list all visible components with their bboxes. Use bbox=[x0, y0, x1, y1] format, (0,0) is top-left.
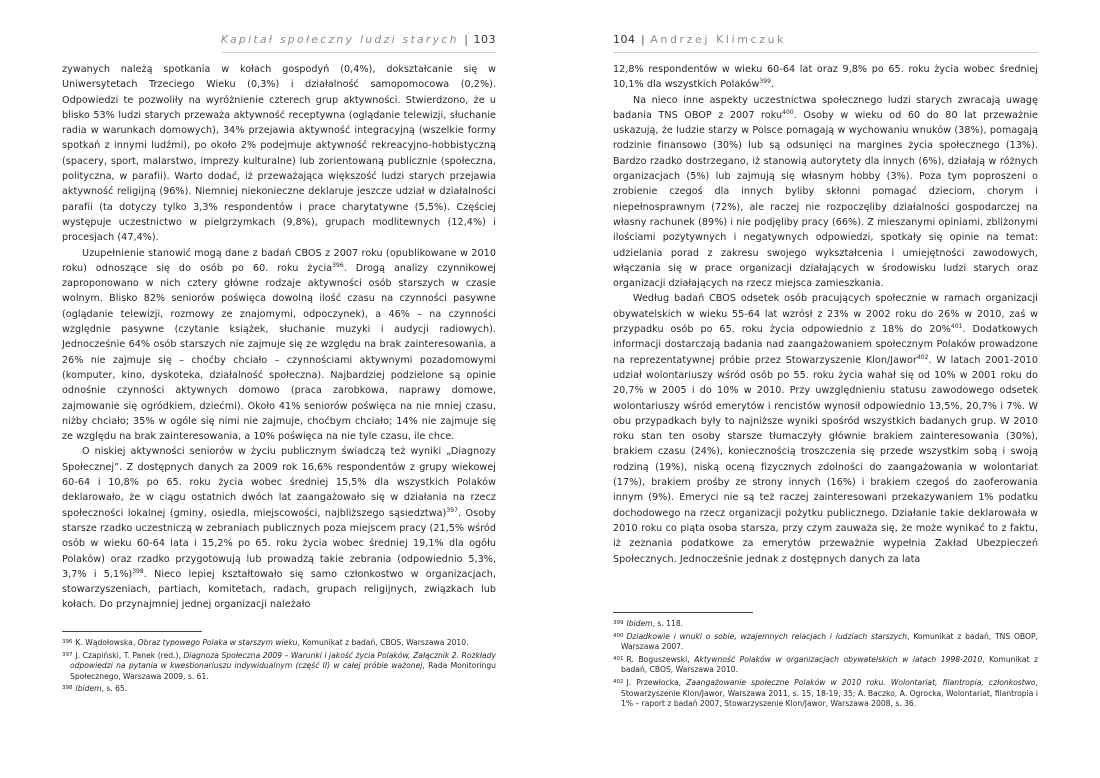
page-number: 104 bbox=[613, 33, 636, 46]
header-rule bbox=[222, 52, 496, 53]
running-title: Kapitał społeczny ludzi starych bbox=[220, 33, 459, 46]
footnote-ref[interactable]: 399 bbox=[759, 78, 771, 86]
footnote-ref[interactable]: 398 bbox=[132, 567, 144, 575]
footnote-ref[interactable]: 400 bbox=[782, 108, 794, 116]
left-page bbox=[62, 0, 496, 778]
paragraph: Na nieco inne aspekty uczestnictwa społecznego ludzi starych zwracają uwagę badania TNS OBOP z 2007 roku$^{400}$. Osoby w wieku od 60 do 80 lat przeważnie uskazują, że ludzie starzy w Polsce pomagają w wychowaniu wnuków (38%), pomagają rodzinie finansowo (30%) lub są odsunięci na margines życia społecznego (13%). Bardzo rzadko dostrzegano, iż stanowią autorytety dla innych (6%), działają w różnych organizacjach (5%) lub zajmują się własnym hobby (3%). Poza tym poproszeni o zrobienie czegoś dla innych byliby skłonni pomagać dzieciom, chorym i niepełnosprawnym (72%), ale raczej nie rozpoczęliby działalności gospodarczej na własny rachunek (89%) i nie podjęliby pracy (66%). Z mieszanymi opiniami, zbliżonymi ilościami pozytywnych i negatywnych odpowiedzi, spotkały się opinie na temat: udzielania porad z zakresu swojego wykształcenia i umiejętności zawodowych, włączania się w prace organizacji działających w środowisku ludzi starych oraz organizacji działających na rzecz miejsca zamieszkania. bbox=[613, 94, 1038, 290]
footnote-ref[interactable]: 397 bbox=[446, 506, 458, 514]
footnote-rule bbox=[613, 612, 753, 613]
header-rule bbox=[613, 52, 1038, 53]
running-header bbox=[613, 33, 1038, 47]
footnote-ref[interactable]: 402 bbox=[916, 353, 929, 361]
running-header bbox=[62, 33, 496, 47]
header-separator: | bbox=[464, 33, 468, 46]
body-text bbox=[62, 62, 496, 613]
running-author: Andrzej Klimczuk bbox=[650, 33, 787, 46]
footnote-rule bbox=[62, 631, 202, 632]
page-number: 103 bbox=[473, 33, 496, 46]
footnote: $^{397}$ J. Czapiński, T. Panek (red.), Diagnoza Społeczna 2009 – Warunki i jakość życia Polaków, Załącznik 2. Rozkłady odpowiedzi na pytania w kwestionariuszu indywidualnym (część II) w całej próbie ważonej, Rada Monitoringu Społecznego, Warszawa 2009, s. 61. bbox=[62, 650, 496, 681]
paragraph: O niskiej aktywności seniorów w życiu publicznym świadczą też wyniki „Diagnozy Społecznej”. Z dostępnych danych za 2009 rok 16,6% respondentów z grupy wiekowej 60-64 i 10,8% po 65. roku życia wobec średniej 15,5% dla wszystkich Polaków deklarowało, że w ciągu ostatnich dwóch lat zaangażowało się w działania na rzecz społeczności lokalnej (gminy, osiedla, miejscowości, najbliższego sąsiedztwa)$^{397}$. Osoby starsze rzadko uczestniczą w zebraniach publicznych poza miejscem pracy (21,5% wśród osób w wieku 60-64 lata i 15,2% po 65. roku życia wobec średniej 19,1% dla ogółu Polaków) oraz rzadko przygotowują lub prowadzą takie zebrania (odpowiednio 5,3%, 3,7% i 5,1%)$^{398}$. Nieco lepiej kształtowało się samo członkostwo w organizacjach, stowarzyszeniach, partiach, komitetach, radach, grupach religijnych, związkach lub kołach. Do przynajmniej jednej organizacji należało bbox=[62, 446, 497, 611]
footnotes bbox=[613, 618, 1038, 711]
footnotes bbox=[62, 637, 496, 696]
footnote: $^{396}$ K. Wądołowska, Obraz typowego Polaka w starszym wieku, Komunikat z badań, CBOS, Warszawa 2010. bbox=[62, 638, 469, 647]
footnote-ref[interactable]: 401 bbox=[950, 323, 963, 331]
footnote: $^{401}$ R. Boguszewski, Aktywność Polaków w organizacjach obywatelskich w latach 1998-2010, Komunikat z badań, CBOS, Warszawa 2010. bbox=[613, 654, 1038, 675]
paragraph: zywanych należą spotkania w kołach gospodyń (0,4%), dokształcanie się w Uniwersytetach Trzeciego Wieku (0,3%) i działalność samopomocowa (0,2%). Odpowiedzi te pozwoliły na wyróżnienie czterech grup aktywności. Stwierdzono, że u blisko 53% ludzi starych przeważa aktywność receptywna (oglądanie telewizji, słuchanie radia w warunkach domowych), 34% przejawia aktywność integracyjną (wszelkie formy spotkań z innymi ludźmi), po około 2% podejmuje aktywność rekreacyjno-hobbistyczną (spacery, sport, malarstwo, imprezy kulturalne) lub zorientowaną publicznie (społeczna, polityczna, w parafii). Warto dodać, iż przeważająca większość ludzi starych przejawia aktywność religijną (96%). Niemniej niekonieczne deklaruje jeszcze udział w działalności parafii (ta dotyczy tylko 3,3% respondentów i prace charytatywne (5,5%). Częściej występuje uczestnictwo w pielgrzymkach (9,8%), grupach modlitewnych (12,4%) i procesjach (47,4%). bbox=[62, 64, 496, 244]
header-separator: | bbox=[641, 33, 645, 46]
footnote: $^{398}$ Ibidem, s. 65. bbox=[62, 684, 128, 694]
body-text bbox=[613, 62, 1038, 567]
paragraph: Według badań CBOS odsetek osób pracujących społecznie w ramach organizacji obywatelskich w wieku 55-64 lat wzrósł z 23% w 2002 roku do 26% w 2010, zaś w przypadku osób po 65. roku życia odpowiednio z 18% do 20%$^{401}$. Dodatkowych informacji dostarczają badania nad zaangażowaniem społecznym Polaków prowadzone na reprezentatywnej próbie przez Stowarzyszenie Klon/Jawor$^{402}$. W latach 2001-2010 udział wolontariuszy wśród osób po 55. roku życia wahał się od 10% w 2001 roku do 20,7% w 2005 i do 10% w 2010. Przy uwzględnieniu statusu zawodowego odsetek wolontariuszy wśród emerytów i rencistów wynosił odpowiednio 13,5%, 20,7% i 7%. W obu przypadkach były to najniższe wyniki spośród wszystkich badanych grup. W 2010 roku stan ten osoby starsze tłumaczyły głównie brakiem zainteresowania (30%), brakiem czasu (24%), koniecznością troszczenia się przede wszystkim sobą i swoją rodziną (19%), niską oceną fizycznych zdolności do zaangażowania w wolontariat (17%), brakiem prośby ze strony innych (16%) i brakiem czegoś do zaoferowania innym (9%). Emeryci nie są też raczej zainteresowani przekazywaniem 1% podatku dochodowego na rzecz organizacji pożytku publicznego. Działanie takie deklarowała w 2010 roku co piąta osoba starsza, przy czym zauważa się, że może wynikać to z faktu, iż zeznania podatkowe za emerytów przeważnie wypełnia Zakład Ubezpieczeń Społecznych. Jednocześnie jednak z dostępnych danych za lata bbox=[613, 293, 1038, 565]
paragraph: Uzupełnienie stanowić mogą dane z badań CBOS z 2007 roku (opublikowane w 2010 roku) odnoszące się do osób po 60. roku życia$^{396}$. Drogą analizy czynnikowej zaproponowano w nich cztery główne rodzaje aktywności osób starszych w czasie wolnym. Blisko 82% seniorów poświęca dowolną ilość czasu na czynności pasywne (oglądanie telewizji, rozmowy ze znajomymi, odpoczynek), a 46% – na czynności względnie pasywne (czytanie książek, słuchanie muzyki i audycji radiowych). Jednocześnie 64% osób starszych nie zajmuje się ze względu na brak zainteresowania, a 26% nie zajmuje się – choćby chciało – czynnościami aktywnymi pozadomowymi (komputer, kino, dyskoteka, działalność społeczna). Najbardziej podzielone są opinie odnośnie czynności aktywnych domowo (praca zarobkowa, naprawy domowe, zajmowanie się ogródkiem, dziećmi). Około 41% seniorów poświęca na nie mniej czasu, niżby chciało; 35% w ogóle się nimi nie zajmuje, choćbym chciało; 14% nie zajmuje się ze względu na brak zainteresowania, a 10% poświęca na nie tyle czasu, ile chce. bbox=[62, 247, 496, 443]
footnote: $^{402}$ J. Przewłocka, Zaangażowanie społeczne Polaków w 2010 roku. Wolontariat, filantropia, członkostwo, Stowarzyszenie Klon/Jawor, Warszawa 2011, s. 15, 18-19, 35; A. Baczko, A. Ogrocka, Wolontariat, filantropia i 1% – raport z badań 2007, Stowarzyszenie Klon/Jawor, Warszawa 2008, s. 36. bbox=[613, 677, 1038, 709]
right-page bbox=[613, 0, 1038, 778]
footnote-ref[interactable]: 396 bbox=[332, 261, 344, 269]
footnote: $^{399}$ Ibidem, s. 118. bbox=[613, 619, 684, 628]
footnote: $^{400}$ Dziadkowie i wnuki o sobie, wzajemnych relacjach i ludziach starszych, Komunikat z badań, TNS OBOP, Warszawa 2007. bbox=[613, 631, 1038, 652]
paragraph: 12,8% respondentów w wieku 60-64 lat oraz 9,8% po 65. roku życia wobec średniej 10,1% dla wszystkich Polaków$^{399}$. bbox=[613, 64, 1038, 91]
